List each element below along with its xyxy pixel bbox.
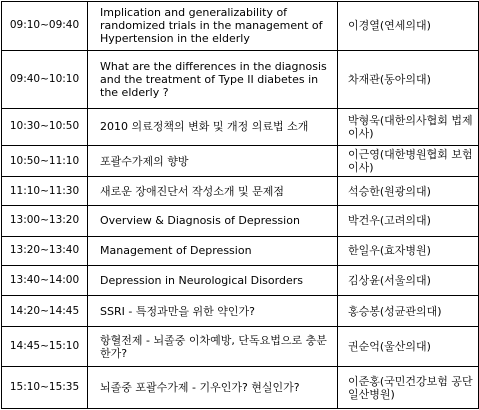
time-cell: 10:30~10:50 [2,109,88,146]
speaker-cell: 김상윤(서울의대) [338,266,479,296]
speaker-cell: 박형욱(대한의사협회 법제이사) [338,109,479,146]
topic-cell: 포괄수가제의 향방 [88,145,338,177]
topic-cell: Management of Depression [88,236,338,266]
table-row [2,367,479,409]
speaker-cell: 이준홍(국민건강보험 공단 일산병원) [338,367,479,409]
topic-cell: SSRI - 특정과만을 위한 약인가? [88,295,338,327]
time-cell: 13:20~13:40 [2,236,88,266]
table-row [2,177,479,206]
speaker-cell: 권순억(울산의대) [338,327,479,367]
speaker-cell: 홍승봉(성균관의대) [338,295,479,327]
topic-cell: 뇌졸중 포괄수가제 - 기우인가? 현실인가? [88,367,338,409]
table-row [2,266,479,296]
time-cell: 14:20~14:45 [2,295,88,327]
time-cell: 09:40~10:10 [2,50,88,108]
topic-cell: 2010 의료정책의 변화 및 개정 의료법 소개 [88,109,338,146]
topic-cell: Overview & Diagnosis of Depression [88,205,338,236]
time-cell: 13:00~13:20 [2,205,88,236]
speaker-cell: 한일우(효자병원) [338,236,479,266]
table-row [2,109,479,146]
time-cell: 15:10~15:35 [2,367,88,409]
speaker-cell: 박건우(고려의대) [338,205,479,236]
table-row [2,205,479,236]
time-cell: 14:45~15:10 [2,327,88,367]
time-cell: 13:40~14:00 [2,266,88,296]
table-row [2,50,479,108]
table-row [2,295,479,327]
schedule-table [1,1,479,409]
time-cell: 10:50~11:10 [2,145,88,177]
time-cell: 09:10~09:40 [2,2,88,51]
speaker-cell: 이경열(연세의대) [338,2,479,51]
topic-cell: Implication and generalizability of randomized trials in the management of Hypertension in the elderly [88,2,338,51]
table-row [2,327,479,367]
topic-cell: 새로운 장애진단서 작성소개 및 문제점 [88,177,338,206]
speaker-cell: 이근영(대한병원협회 보험이사) [338,145,479,177]
topic-cell: What are the differences in the diagnosis and the treatment of Type II diabetes in the elderly ? [88,50,338,108]
table-row [2,2,479,51]
topic-cell: Depression in Neurological Disorders [88,266,338,296]
topic-cell: 항혈전제 - 뇌졸중 이차예방, 단독요법으로 충분한가? [88,327,338,367]
speaker-cell: 차재관(동아의대) [338,50,479,108]
table-row [2,236,479,266]
time-cell: 11:10~11:30 [2,177,88,206]
table-row [2,145,479,177]
speaker-cell: 석승한(원광의대) [338,177,479,206]
